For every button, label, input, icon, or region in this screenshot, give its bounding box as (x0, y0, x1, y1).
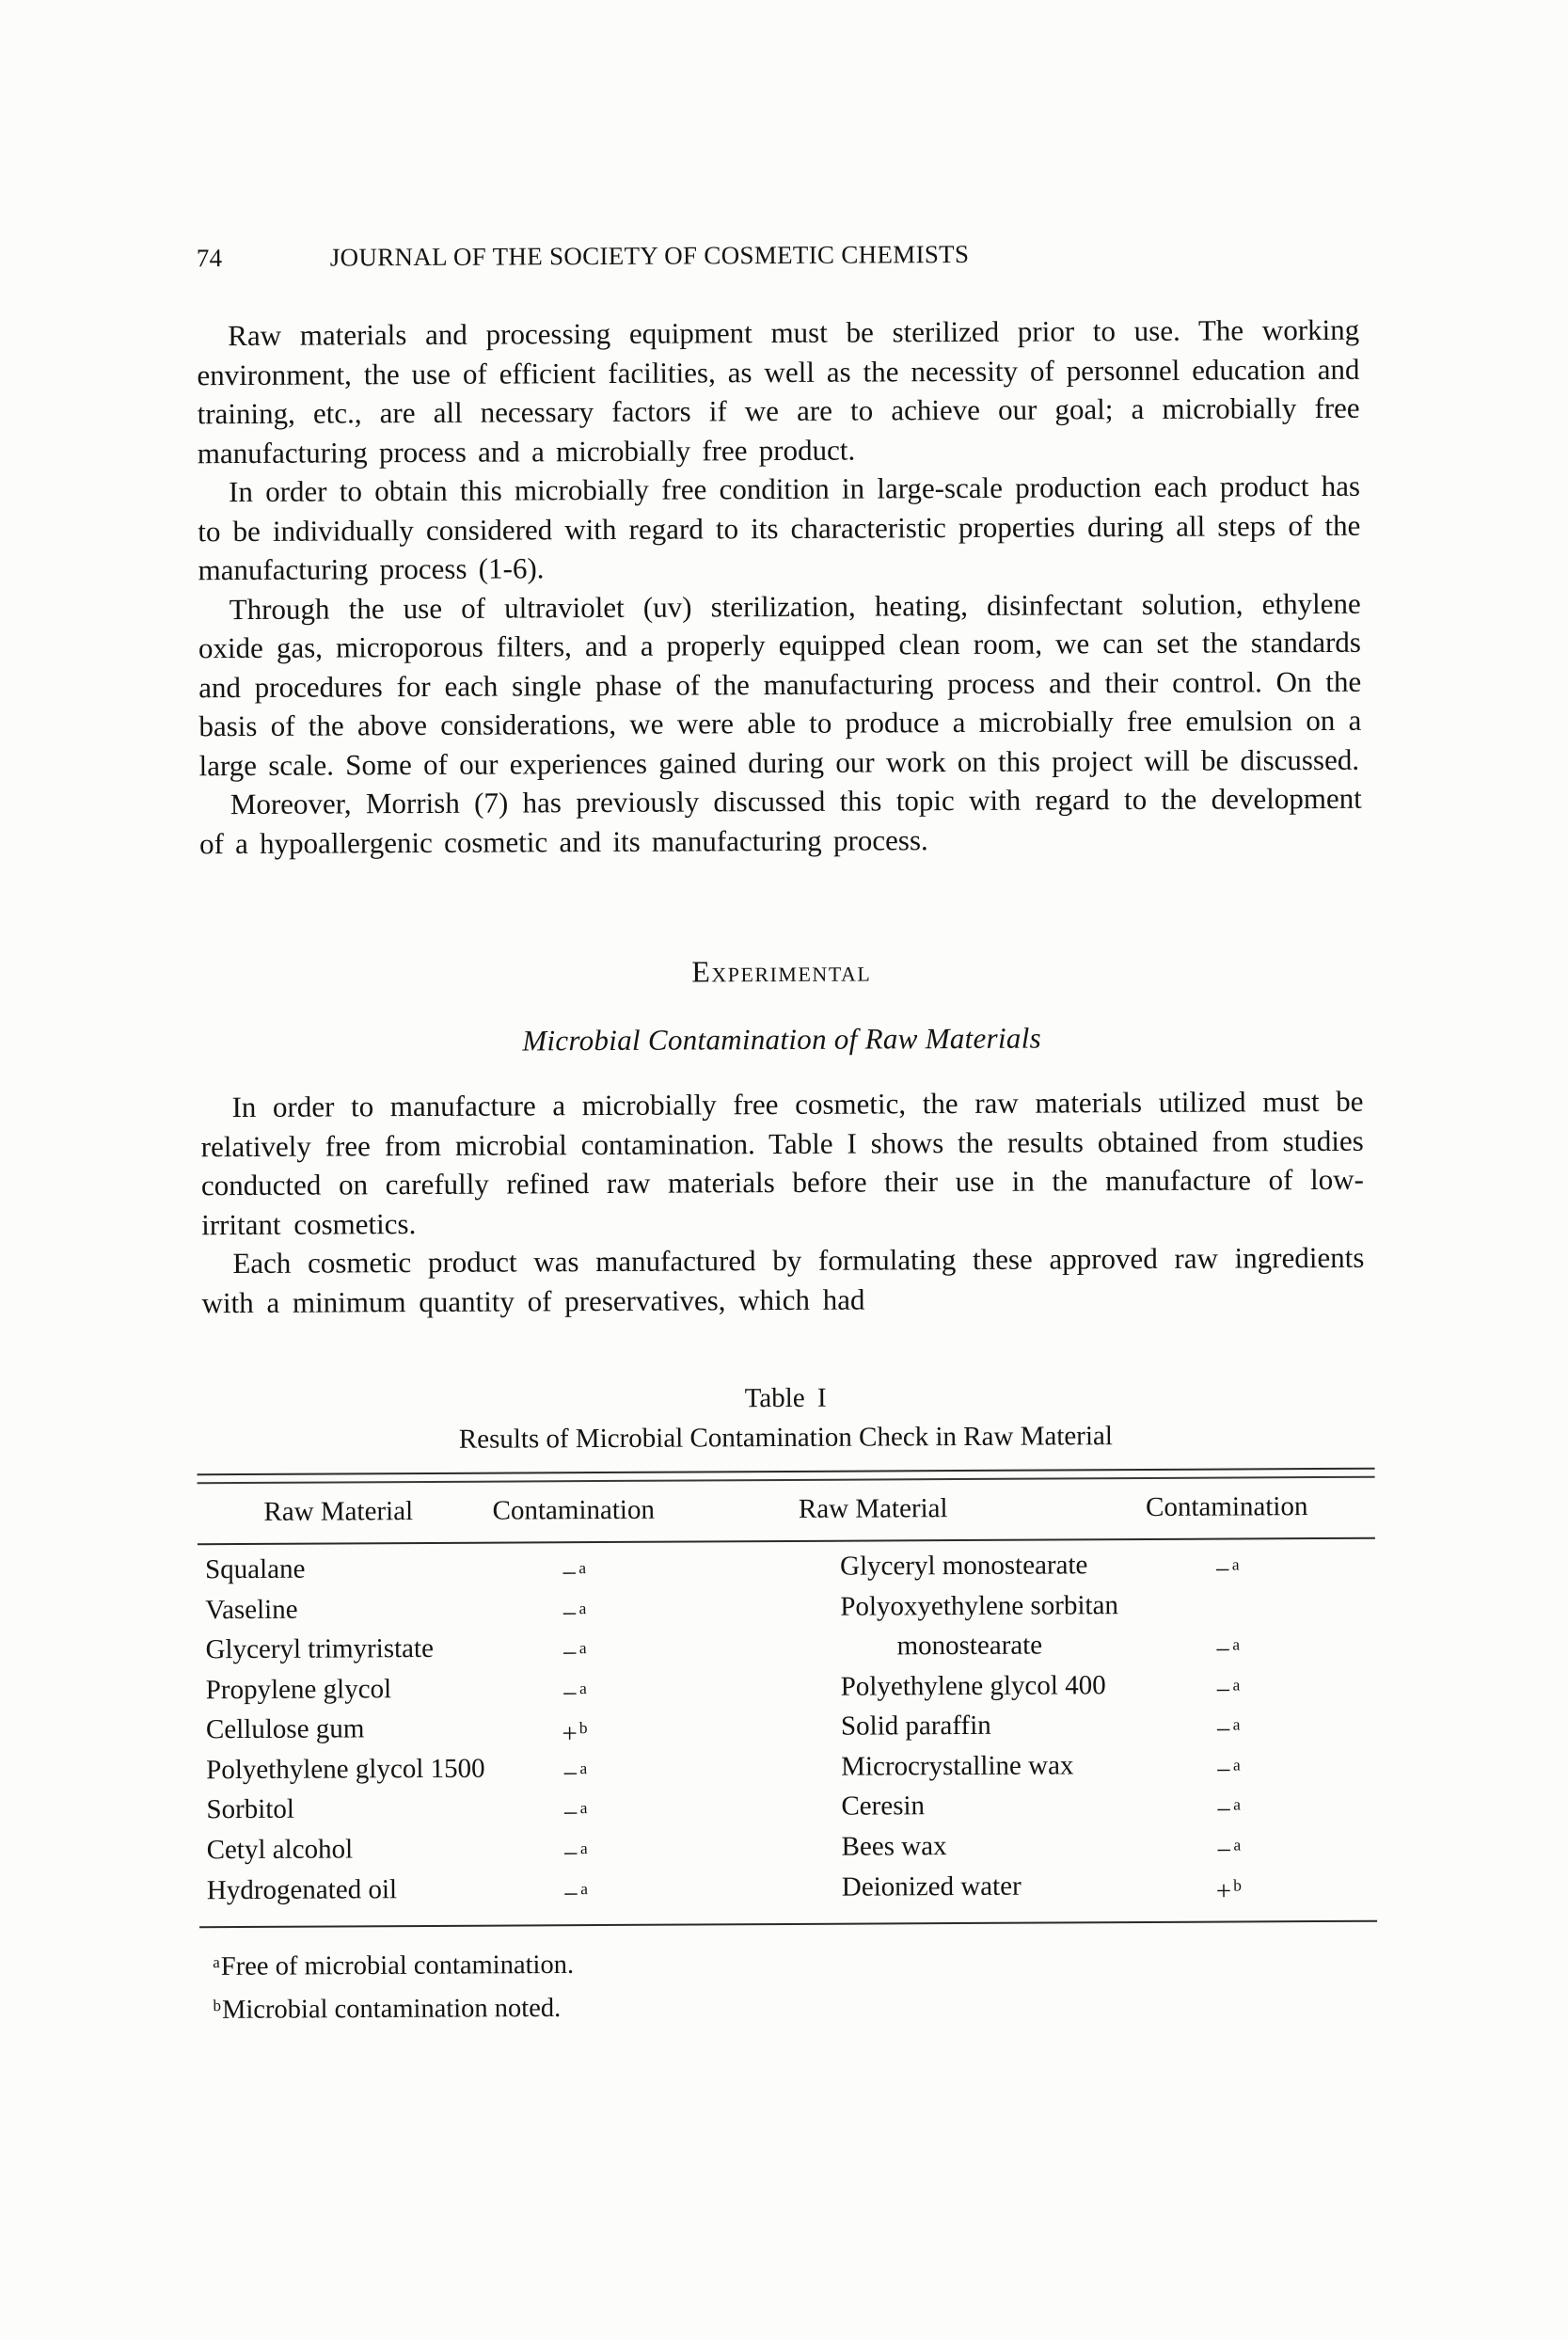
column-header-raw-material-1: Raw Material (263, 1496, 414, 1527)
contamination-value: − $^a$ (562, 1878, 588, 1910)
table-footnote: $^b$Microbial contamination noted. (213, 1993, 562, 2025)
table-caption-number: Table I (744, 1382, 827, 1414)
raw-material-name: Polyoxyethylene sorbitan (840, 1589, 1118, 1622)
column-header-contamination-1: Contamination (492, 1494, 656, 1526)
page-number: 74 (196, 244, 223, 273)
raw-material-name: Polyethylene glycol 1500 (206, 1753, 485, 1786)
raw-material-name: Bees wax (841, 1831, 947, 1862)
raw-material-name: Ceresin (841, 1791, 926, 1823)
raw-material-name: Vaseline (205, 1594, 298, 1625)
contamination-value: − $^a$ (562, 1678, 587, 1710)
contamination-value: − $^a$ (1215, 1675, 1241, 1706)
column-header-contamination-2: Contamination (1145, 1491, 1308, 1522)
contamination-value (1079, 1586, 1375, 1628)
page-header (197, 238, 1359, 273)
journal-title: JOURNAL OF THE SOCIETY OF COSMETIC CHEMISTS (329, 239, 970, 272)
raw-material-name: Sorbitol (206, 1794, 294, 1825)
section-subheading: Microbial Contamination of Raw Materials (522, 1021, 1042, 1058)
raw-material-name: Propylene glycol (205, 1673, 392, 1705)
experimental-heading: Experimental (691, 953, 872, 989)
raw-material-name: Glyceryl trimyristate (205, 1633, 435, 1665)
raw-material-name: Hydrogenated oil (206, 1873, 398, 1905)
experimental-text (200, 1082, 1364, 1322)
raw-material-name: Cetyl alcohol (206, 1834, 354, 1866)
contamination-value: − $^a$ (1215, 1714, 1241, 1746)
table-1 (197, 1380, 1378, 2030)
table-header-row (198, 1478, 1375, 1544)
raw-material-name: Polyethylene glycol 400 (840, 1669, 1106, 1702)
table-footnotes (199, 1937, 1377, 2030)
page-content (195, 0, 1368, 2030)
raw-material-name: Deionized water (841, 1870, 1022, 1902)
raw-material-name: Solid paraffin (840, 1711, 991, 1742)
table-body (198, 1539, 1377, 1927)
raw-material-name: monostearate (896, 1630, 1043, 1662)
paragraph-2: In order to obtain this microbially free condition in large-scale production each product has to be individually considered with regard to its characteristic properties during all steps of the manufacturing process (1-6). (198, 469, 1361, 587)
raw-material-name: Cellulose gum (205, 1713, 365, 1745)
paragraph-1: Raw materials and processing equipment must be sterilized prior to use. The working environment, the use of efficient facilities, as well as the necessity of personnel education and training, etc., are all necessary factors if we are to achieve our goal; a microbially free manufacturing process and a microbially free product. (197, 312, 1360, 470)
raw-material-name: Microcrystalline wax (841, 1750, 1074, 1782)
table-footnote: $^a$Free of microbial contamination. (213, 1950, 575, 1982)
contamination-value: − $^a$ (1214, 1554, 1240, 1586)
contamination-value: − $^a$ (1216, 1835, 1242, 1867)
contamination-value: − $^a$ (1214, 1634, 1241, 1666)
contamination-value: − $^a$ (561, 1558, 587, 1589)
contamination-value: + $^b$ (1215, 1874, 1242, 1906)
contamination-value: − $^a$ (1215, 1755, 1241, 1786)
contamination-value: − $^a$ (562, 1798, 588, 1830)
paragraph-4: Moreover, Morrish (7) has previously discussed this topic with regard to the development of a hypoallergenic cosmetic and its manufacturing process. (198, 781, 1362, 860)
paragraph-6: Each cosmetic product was manufactured by formulating these approved raw ingredients with a minimum quantity of preservatives, which had (201, 1240, 1365, 1319)
table-caption-title: Results of Microbial Contamination Check in Raw Material (458, 1421, 1113, 1455)
raw-material-name: Glyceryl monostearate (839, 1550, 1088, 1582)
column-header-raw-material-2: Raw Material (798, 1493, 948, 1524)
contamination-value: − $^a$ (1215, 1794, 1242, 1826)
contamination-value: − $^a$ (562, 1598, 587, 1630)
raw-material-name: Squalane (205, 1553, 306, 1585)
contamination-value: − $^a$ (562, 1638, 587, 1669)
contamination-value: − $^a$ (562, 1758, 588, 1790)
paragraph-3: Through the use of ultraviolet (uv) sterilization, heating, disinfectant solution, ethylene oxide gas, microporous filters, and a properly equipped clean room, we can set the standards and procedures for each single phase of the manufacturing process and their control. On the basis of the above considerations, we were able to produce a microbially free emulsion on a large scale. Some of our experiences gained during our work on this project will be discussed. (198, 586, 1362, 782)
contamination-value: − $^a$ (562, 1839, 588, 1870)
intro-text (197, 310, 1362, 863)
paragraph-5: In order to manufacture a microbially free cosmetic, the raw materials utilized must be relatively free from microbial contamination. Table I shows the results obtained from studies conducted on carefully refined raw materials before their use in the manufacture of low-irritant cosmetics. (200, 1084, 1365, 1241)
contamination-value: + $^b$ (562, 1718, 588, 1750)
